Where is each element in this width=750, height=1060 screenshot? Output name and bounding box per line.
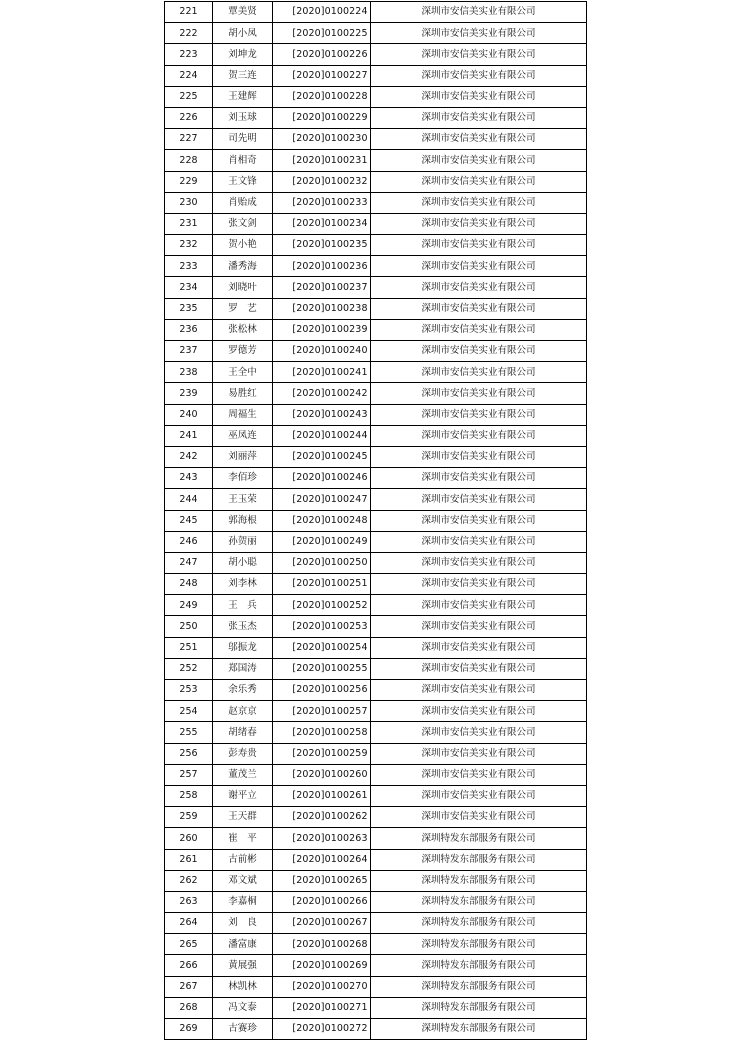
person-name-cell: 余乐秀 — [213, 680, 273, 701]
table-row — [165, 404, 587, 425]
row-number-cell: 264 — [165, 913, 213, 934]
person-name-cell: 邬振龙 — [213, 637, 273, 658]
table-row — [165, 637, 587, 658]
row-number-cell: 242 — [165, 446, 213, 467]
table-row — [165, 955, 587, 976]
person-name-cell: 彭寿贵 — [213, 743, 273, 764]
table-row — [165, 298, 587, 319]
row-number-cell: 241 — [165, 425, 213, 446]
company-name-cell: 深圳市安信美实业有限公司 — [371, 425, 587, 446]
row-number-cell: 260 — [165, 828, 213, 849]
company-name-cell: 深圳市安信美实业有限公司 — [371, 552, 587, 573]
row-number-cell: 228 — [165, 150, 213, 171]
certificate-number-cell: [2020]0100261 — [273, 785, 371, 806]
certificate-number-cell: [2020]0100236 — [273, 256, 371, 277]
certificate-number-cell: [2020]0100233 — [273, 192, 371, 213]
person-name-cell: 刘玉球 — [213, 107, 273, 128]
row-number-cell: 258 — [165, 785, 213, 806]
table-row — [165, 616, 587, 637]
certificate-number-cell: [2020]0100239 — [273, 319, 371, 340]
certificate-number-cell: [2020]0100250 — [273, 552, 371, 573]
row-number-cell: 250 — [165, 616, 213, 637]
certificate-number-cell: [2020]0100235 — [273, 235, 371, 256]
company-name-cell: 深圳市安信美实业有限公司 — [371, 341, 587, 362]
person-name-cell: 王玉荣 — [213, 489, 273, 510]
table-row — [165, 44, 587, 65]
company-name-cell: 深圳市安信美实业有限公司 — [371, 468, 587, 489]
person-name-cell: 罗 艺 — [213, 298, 273, 319]
certificate-number-cell: [2020]0100260 — [273, 764, 371, 785]
company-name-cell: 深圳市安信美实业有限公司 — [371, 383, 587, 404]
row-number-cell: 239 — [165, 383, 213, 404]
person-name-cell: 张文剑 — [213, 213, 273, 234]
table-row — [165, 425, 587, 446]
certificate-number-cell: [2020]0100257 — [273, 701, 371, 722]
certificate-number-cell: [2020]0100247 — [273, 489, 371, 510]
company-name-cell: 深圳市安信美实业有限公司 — [371, 574, 587, 595]
certificate-number-cell: [2020]0100266 — [273, 891, 371, 912]
row-number-cell: 259 — [165, 807, 213, 828]
row-number-cell: 225 — [165, 86, 213, 107]
table-row — [165, 807, 587, 828]
person-name-cell: 胡绪春 — [213, 722, 273, 743]
company-name-cell: 深圳市安信美实业有限公司 — [371, 86, 587, 107]
company-name-cell: 深圳特发东部服务有限公司 — [371, 976, 587, 997]
certificate-number-cell: [2020]0100253 — [273, 616, 371, 637]
certificate-number-cell: [2020]0100246 — [273, 468, 371, 489]
certificate-number-cell: [2020]0100254 — [273, 637, 371, 658]
table-row — [165, 680, 587, 701]
person-name-cell: 巫凤连 — [213, 425, 273, 446]
company-name-cell: 深圳市安信美实业有限公司 — [371, 150, 587, 171]
table-row — [165, 1019, 587, 1040]
person-name-cell: 罗德芳 — [213, 341, 273, 362]
company-name-cell: 深圳市安信美实业有限公司 — [371, 277, 587, 298]
table-row — [165, 129, 587, 150]
certificate-number-cell: [2020]0100228 — [273, 86, 371, 107]
row-number-cell: 256 — [165, 743, 213, 764]
certificate-number-cell: [2020]0100231 — [273, 150, 371, 171]
person-name-cell: 古前彬 — [213, 849, 273, 870]
person-name-cell: 王全中 — [213, 362, 273, 383]
certificate-number-cell: [2020]0100272 — [273, 1019, 371, 1040]
company-name-cell: 深圳市安信美实业有限公司 — [371, 701, 587, 722]
certificate-number-cell: [2020]0100251 — [273, 574, 371, 595]
company-name-cell: 深圳市安信美实业有限公司 — [371, 764, 587, 785]
certificate-number-cell: [2020]0100255 — [273, 658, 371, 679]
row-number-cell: 265 — [165, 934, 213, 955]
person-name-cell: 古赛珍 — [213, 1019, 273, 1040]
table-row — [165, 107, 587, 128]
row-number-cell: 226 — [165, 107, 213, 128]
table-row — [165, 235, 587, 256]
company-name-cell: 深圳市安信美实业有限公司 — [371, 107, 587, 128]
table-row — [165, 2, 587, 23]
person-name-cell: 周福生 — [213, 404, 273, 425]
person-name-cell: 刘李林 — [213, 574, 273, 595]
table-row — [165, 701, 587, 722]
row-number-cell: 243 — [165, 468, 213, 489]
company-name-cell: 深圳市安信美实业有限公司 — [371, 171, 587, 192]
company-name-cell: 深圳市安信美实业有限公司 — [371, 23, 587, 44]
row-number-cell: 238 — [165, 362, 213, 383]
table-row — [165, 171, 587, 192]
certificate-number-cell: [2020]0100268 — [273, 934, 371, 955]
table-row — [165, 743, 587, 764]
company-name-cell: 深圳特发东部服务有限公司 — [371, 891, 587, 912]
table-row — [165, 997, 587, 1018]
company-name-cell: 深圳市安信美实业有限公司 — [371, 595, 587, 616]
person-name-cell: 李嘉桐 — [213, 891, 273, 912]
row-number-cell: 267 — [165, 976, 213, 997]
person-name-cell: 王文锋 — [213, 171, 273, 192]
row-number-cell: 269 — [165, 1019, 213, 1040]
company-name-cell: 深圳市安信美实业有限公司 — [371, 235, 587, 256]
person-name-cell: 潘秀海 — [213, 256, 273, 277]
roster-table — [164, 1, 587, 1040]
row-number-cell: 248 — [165, 574, 213, 595]
company-name-cell: 深圳特发东部服务有限公司 — [371, 955, 587, 976]
table-row — [165, 446, 587, 467]
table-row — [165, 341, 587, 362]
row-number-cell: 233 — [165, 256, 213, 277]
row-number-cell: 252 — [165, 658, 213, 679]
row-number-cell: 268 — [165, 997, 213, 1018]
company-name-cell: 深圳市安信美实业有限公司 — [371, 256, 587, 277]
person-name-cell: 易胜红 — [213, 383, 273, 404]
table-row — [165, 849, 587, 870]
table-row — [165, 934, 587, 955]
person-name-cell: 李佰珍 — [213, 468, 273, 489]
company-name-cell: 深圳市安信美实业有限公司 — [371, 65, 587, 86]
person-name-cell: 肖贻成 — [213, 192, 273, 213]
table-row — [165, 213, 587, 234]
company-name-cell: 深圳市安信美实业有限公司 — [371, 129, 587, 150]
certificate-number-cell: [2020]0100249 — [273, 531, 371, 552]
company-name-cell: 深圳市安信美实业有限公司 — [371, 616, 587, 637]
person-name-cell: 董茂兰 — [213, 764, 273, 785]
certificate-number-cell: [2020]0100237 — [273, 277, 371, 298]
table-row — [165, 785, 587, 806]
row-number-cell: 231 — [165, 213, 213, 234]
company-name-cell: 深圳市安信美实业有限公司 — [371, 319, 587, 340]
table-row — [165, 65, 587, 86]
table-row — [165, 86, 587, 107]
person-name-cell: 孙贺丽 — [213, 531, 273, 552]
company-name-cell: 深圳市安信美实业有限公司 — [371, 2, 587, 23]
person-name-cell: 司先明 — [213, 129, 273, 150]
certificate-number-cell: [2020]0100238 — [273, 298, 371, 319]
certificate-number-cell: [2020]0100241 — [273, 362, 371, 383]
row-number-cell: 230 — [165, 192, 213, 213]
roster-body — [165, 2, 587, 1040]
company-name-cell: 深圳市安信美实业有限公司 — [371, 192, 587, 213]
company-name-cell: 深圳市安信美实业有限公司 — [371, 807, 587, 828]
certificate-number-cell: [2020]0100263 — [273, 828, 371, 849]
company-name-cell: 深圳市安信美实业有限公司 — [371, 722, 587, 743]
certificate-number-cell: [2020]0100234 — [273, 213, 371, 234]
company-name-cell: 深圳市安信美实业有限公司 — [371, 298, 587, 319]
company-name-cell: 深圳特发东部服务有限公司 — [371, 849, 587, 870]
row-number-cell: 266 — [165, 955, 213, 976]
person-name-cell: 崔 平 — [213, 828, 273, 849]
row-number-cell: 227 — [165, 129, 213, 150]
person-name-cell: 王 兵 — [213, 595, 273, 616]
certificate-number-cell: [2020]0100270 — [273, 976, 371, 997]
person-name-cell: 潘富康 — [213, 934, 273, 955]
row-number-cell: 263 — [165, 891, 213, 912]
person-name-cell: 刘丽萍 — [213, 446, 273, 467]
person-name-cell: 张松林 — [213, 319, 273, 340]
row-number-cell: 262 — [165, 870, 213, 891]
table-row — [165, 531, 587, 552]
company-name-cell: 深圳特发东部服务有限公司 — [371, 1019, 587, 1040]
certificate-number-cell: [2020]0100262 — [273, 807, 371, 828]
certificate-number-cell: [2020]0100226 — [273, 44, 371, 65]
table-row — [165, 510, 587, 531]
person-name-cell: 覃美贤 — [213, 2, 273, 23]
row-number-cell: 221 — [165, 2, 213, 23]
row-number-cell: 234 — [165, 277, 213, 298]
table-row — [165, 658, 587, 679]
person-name-cell: 郑国涛 — [213, 658, 273, 679]
person-name-cell: 黄展强 — [213, 955, 273, 976]
row-number-cell: 244 — [165, 489, 213, 510]
person-name-cell: 冯文泰 — [213, 997, 273, 1018]
row-number-cell: 224 — [165, 65, 213, 86]
table-row — [165, 277, 587, 298]
row-number-cell: 232 — [165, 235, 213, 256]
certificate-number-cell: [2020]0100243 — [273, 404, 371, 425]
table-row — [165, 828, 587, 849]
row-number-cell: 254 — [165, 701, 213, 722]
certificate-number-cell: [2020]0100242 — [273, 383, 371, 404]
company-name-cell: 深圳市安信美实业有限公司 — [371, 680, 587, 701]
certificate-number-cell: [2020]0100252 — [273, 595, 371, 616]
row-number-cell: 247 — [165, 552, 213, 573]
certificate-number-cell: [2020]0100259 — [273, 743, 371, 764]
table-row — [165, 891, 587, 912]
company-name-cell: 深圳特发东部服务有限公司 — [371, 828, 587, 849]
certificate-number-cell: [2020]0100267 — [273, 913, 371, 934]
row-number-cell: 223 — [165, 44, 213, 65]
person-name-cell: 贺小艳 — [213, 235, 273, 256]
company-name-cell: 深圳市安信美实业有限公司 — [371, 213, 587, 234]
company-name-cell: 深圳市安信美实业有限公司 — [371, 446, 587, 467]
row-number-cell: 249 — [165, 595, 213, 616]
certificate-number-cell: [2020]0100232 — [273, 171, 371, 192]
row-number-cell: 246 — [165, 531, 213, 552]
company-name-cell: 深圳市安信美实业有限公司 — [371, 743, 587, 764]
person-name-cell: 肖相奇 — [213, 150, 273, 171]
table-row — [165, 319, 587, 340]
company-name-cell: 深圳市安信美实业有限公司 — [371, 510, 587, 531]
table-row — [165, 870, 587, 891]
table-row — [165, 362, 587, 383]
table-row — [165, 764, 587, 785]
table-row — [165, 468, 587, 489]
table-row — [165, 489, 587, 510]
company-name-cell: 深圳市安信美实业有限公司 — [371, 637, 587, 658]
certificate-number-cell: [2020]0100265 — [273, 870, 371, 891]
certificate-number-cell: [2020]0100229 — [273, 107, 371, 128]
table-row — [165, 192, 587, 213]
certificate-number-cell: [2020]0100240 — [273, 341, 371, 362]
certificate-number-cell: [2020]0100264 — [273, 849, 371, 870]
person-name-cell: 胡小聪 — [213, 552, 273, 573]
table-row — [165, 913, 587, 934]
certificate-number-cell: [2020]0100271 — [273, 997, 371, 1018]
row-number-cell: 251 — [165, 637, 213, 658]
company-name-cell: 深圳特发东部服务有限公司 — [371, 934, 587, 955]
table-row — [165, 150, 587, 171]
table-row — [165, 595, 587, 616]
person-name-cell: 赵京京 — [213, 701, 273, 722]
company-name-cell: 深圳市安信美实业有限公司 — [371, 658, 587, 679]
person-name-cell: 林凯林 — [213, 976, 273, 997]
person-name-cell: 刘坤龙 — [213, 44, 273, 65]
company-name-cell: 深圳市安信美实业有限公司 — [371, 404, 587, 425]
company-name-cell: 深圳市安信美实业有限公司 — [371, 785, 587, 806]
person-name-cell: 贺三连 — [213, 65, 273, 86]
certificate-number-cell: [2020]0100245 — [273, 446, 371, 467]
row-number-cell: 255 — [165, 722, 213, 743]
certificate-number-cell: [2020]0100258 — [273, 722, 371, 743]
certificate-number-cell: [2020]0100230 — [273, 129, 371, 150]
certificate-number-cell: [2020]0100248 — [273, 510, 371, 531]
row-number-cell: 229 — [165, 171, 213, 192]
certificate-number-cell: [2020]0100244 — [273, 425, 371, 446]
company-name-cell: 深圳市安信美实业有限公司 — [371, 489, 587, 510]
row-number-cell: 253 — [165, 680, 213, 701]
table-row — [165, 552, 587, 573]
certificate-number-cell: [2020]0100225 — [273, 23, 371, 44]
company-name-cell: 深圳特发东部服务有限公司 — [371, 870, 587, 891]
row-number-cell: 261 — [165, 849, 213, 870]
row-number-cell: 240 — [165, 404, 213, 425]
company-name-cell: 深圳特发东部服务有限公司 — [371, 913, 587, 934]
person-name-cell: 王天群 — [213, 807, 273, 828]
table-row — [165, 976, 587, 997]
person-name-cell: 郭海根 — [213, 510, 273, 531]
company-name-cell: 深圳市安信美实业有限公司 — [371, 44, 587, 65]
person-name-cell: 刘 良 — [213, 913, 273, 934]
table-row — [165, 722, 587, 743]
certificate-number-cell: [2020]0100224 — [273, 2, 371, 23]
person-name-cell: 张玉杰 — [213, 616, 273, 637]
person-name-cell: 谢平立 — [213, 785, 273, 806]
company-name-cell: 深圳特发东部服务有限公司 — [371, 997, 587, 1018]
table-row — [165, 574, 587, 595]
certificate-number-cell: [2020]0100256 — [273, 680, 371, 701]
row-number-cell: 222 — [165, 23, 213, 44]
person-name-cell: 刘晓叶 — [213, 277, 273, 298]
person-name-cell: 邓文斌 — [213, 870, 273, 891]
certificate-number-cell: [2020]0100269 — [273, 955, 371, 976]
table-row — [165, 383, 587, 404]
row-number-cell: 257 — [165, 764, 213, 785]
table-row — [165, 23, 587, 44]
table-row — [165, 256, 587, 277]
person-name-cell: 王建辉 — [213, 86, 273, 107]
certificate-number-cell: [2020]0100227 — [273, 65, 371, 86]
row-number-cell: 235 — [165, 298, 213, 319]
person-name-cell: 胡小凤 — [213, 23, 273, 44]
company-name-cell: 深圳市安信美实业有限公司 — [371, 531, 587, 552]
company-name-cell: 深圳市安信美实业有限公司 — [371, 362, 587, 383]
row-number-cell: 236 — [165, 319, 213, 340]
row-number-cell: 245 — [165, 510, 213, 531]
row-number-cell: 237 — [165, 341, 213, 362]
